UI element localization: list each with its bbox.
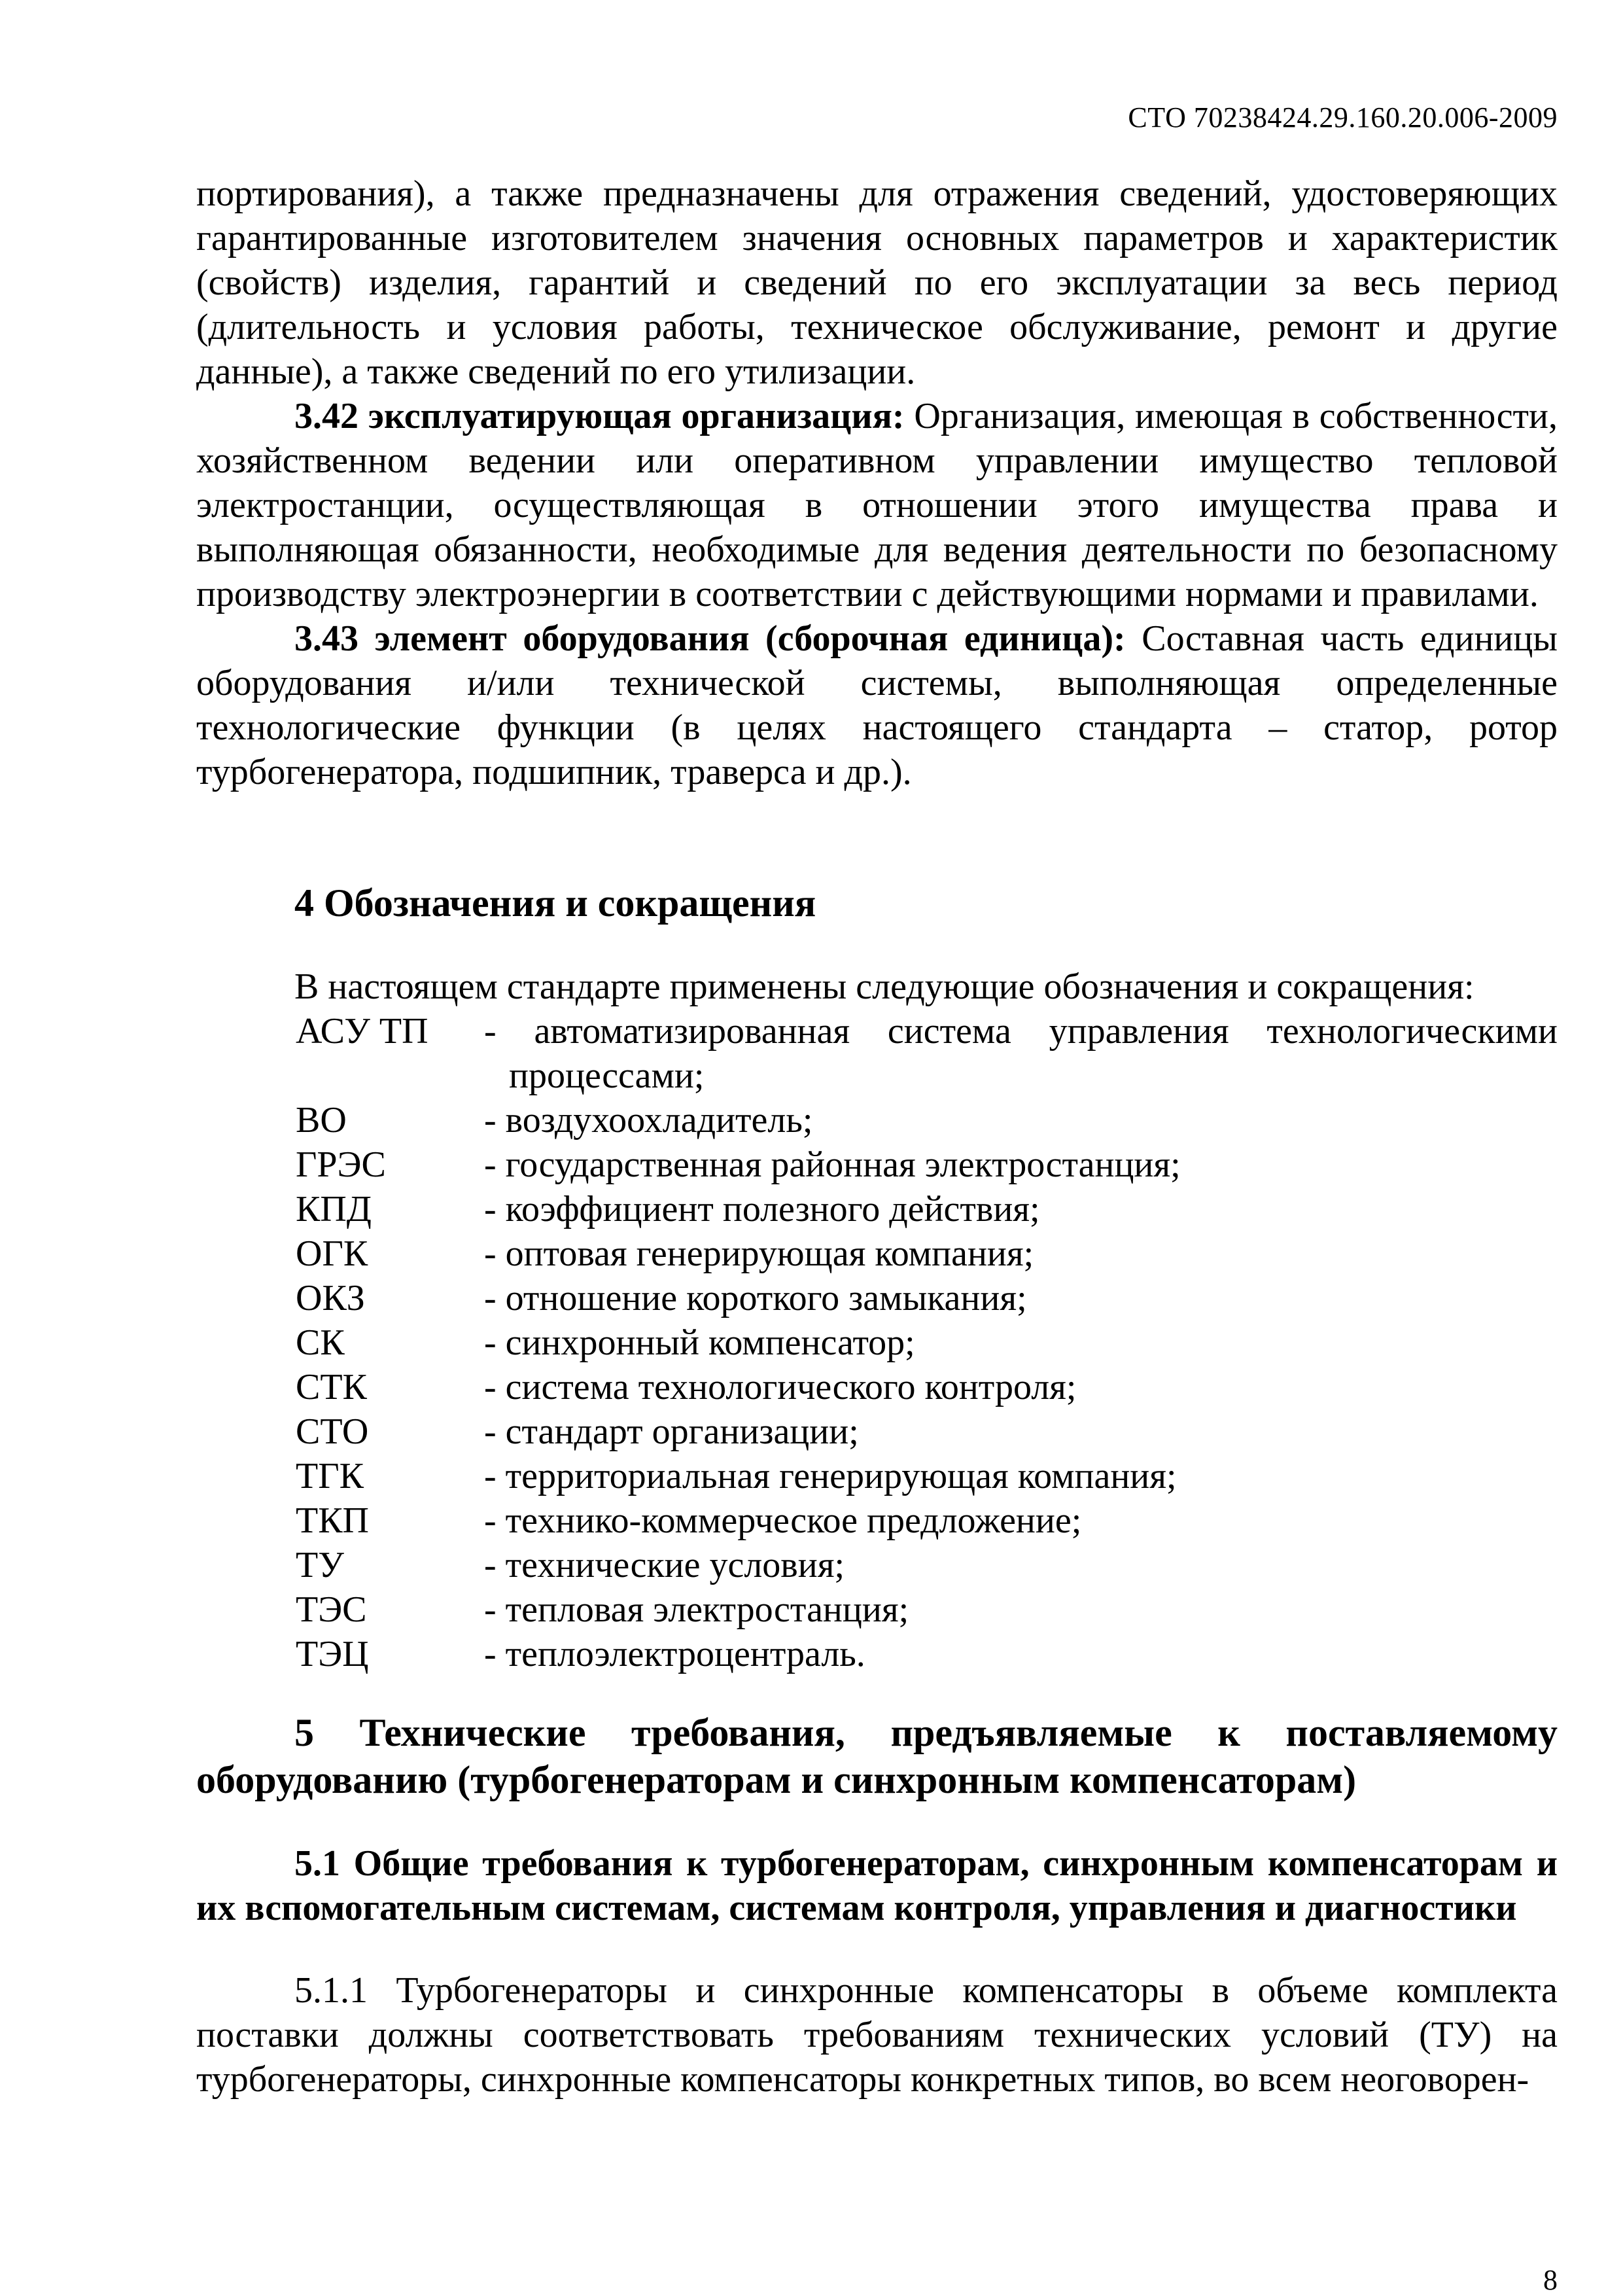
abbreviation-code: СК [296, 1322, 345, 1363]
abbreviation-code: ТЭЦ [296, 1634, 369, 1674]
abbreviation-code: ГРЭС [296, 1144, 386, 1185]
abbreviation-definition: - автоматизированная система управления технологическими процессами; [484, 1011, 1558, 1096]
definition-3-43 [196, 616, 1558, 794]
abbreviation-row [196, 1320, 1558, 1365]
abbreviation-row [196, 1098, 1558, 1142]
definition-text: Составная часть единицы оборудования и/или технической системы, выполняющая определенные технологические функции (в целях настоящего стандарта – статор, ротор турбогенератора, подшипник, траверса и др.). [196, 618, 1558, 792]
abbreviation-row [196, 1365, 1558, 1409]
abbreviation-row [196, 1587, 1558, 1632]
abbreviation-definition: - воздухоохладитель; [484, 1100, 813, 1140]
abbreviation-code: СТК [296, 1367, 367, 1407]
abbreviation-code: ВО [296, 1100, 347, 1140]
section-5-1-heading: 5.1 Общие требования к турбогенераторам, синхронным компенсаторам и их вспомогательным системам, системам контроля, управления и диагностики [196, 1843, 1558, 1928]
abbreviation-definition: - теплоэлектроцентраль. [484, 1634, 865, 1674]
definition-text: Организация, имеющая в собственности, хозяйственном ведении или оперативном управлении имущество тепловой электростанции, осуществляющая в отношении этого имущества права и выполняющая обязанности, необходимые для ведения деятельности по безопасному производству электроэнергии в соответствии с действующими нормами и правилами. [196, 396, 1558, 614]
abbreviation-row [196, 1231, 1558, 1276]
abbreviation-definition: - территориальная генерирующая компания; [484, 1456, 1177, 1496]
document-code-header: СТО 70238424.29.160.20.006-2009 [1128, 101, 1558, 133]
page-number: 8 [1543, 2264, 1558, 2296]
section-4-heading: 4 Обозначения и сокращения [294, 881, 816, 925]
abbreviation-row [196, 1409, 1558, 1454]
section-4-intro: В настоящем стандарте применены следующие обозначения и сокращения: [294, 966, 1475, 1007]
paragraph-5-1-1: 5.1.1 Турбогенераторы и синхронные компенсаторы в объеме комплекта поставки должны соответствовать требованиям технических условий (ТУ) на турбогенераторы, синхронные компенсаторы конкретных типов, во всем неоговорен- [196, 1970, 1558, 2100]
abbreviation-code: ОКЗ [296, 1278, 365, 1318]
abbreviation-definition: - синхронный компенсатор; [484, 1322, 915, 1363]
abbreviation-definition: - отношение короткого замыкания; [484, 1278, 1027, 1318]
abbreviation-code: КПД [296, 1189, 372, 1229]
abbreviation-row [196, 1632, 1558, 1676]
abbreviation-definition: - коэффициент полезного действия; [484, 1189, 1040, 1229]
abbreviation-code: ТКП [296, 1500, 369, 1541]
abbreviation-definition: - стандарт организации; [484, 1411, 859, 1452]
definition-3-42 [196, 394, 1558, 616]
page-content [196, 171, 1558, 2102]
abbreviation-definition: - оптовая генерирующая компания; [484, 1233, 1034, 1274]
abbreviation-definition: - технико-коммерческое предложение; [484, 1500, 1082, 1541]
abbreviation-code: ТЭС [296, 1589, 367, 1630]
definition-term: 3.43 элемент оборудования (сборочная единица): [294, 618, 1126, 659]
abbreviation-list [196, 1009, 1558, 1676]
abbreviation-row [196, 1187, 1558, 1231]
abbreviation-code: ОГК [296, 1233, 368, 1274]
abbreviation-row [196, 1498, 1558, 1543]
continuation-paragraph: портирования), а также предназначены для отражения сведений, удостоверяющих гарантированные изготовителем значения основных параметров и характеристик (свойств) изделия, гарантий и сведений по его эксплуатации за весь период (длительность и условия работы, техническое обслуживание, ремонт и другие данные), а также сведений по его утилизации. [196, 173, 1558, 392]
abbreviation-code: СТО [296, 1411, 369, 1452]
abbreviation-row [196, 1142, 1558, 1187]
section-5-heading: 5 Технические требования, предъявляемые к поставляемому оборудованию (турбогенераторам и синхронным компенсаторам) [196, 1711, 1558, 1801]
definition-term: 3.42 эксплуатирующая организация: [294, 396, 905, 436]
abbreviation-row [196, 1454, 1558, 1498]
abbreviation-code: ТГК [296, 1456, 364, 1496]
abbreviation-code: АСУ ТП [296, 1011, 428, 1051]
abbreviation-row [196, 1276, 1558, 1320]
abbreviation-row [196, 1543, 1558, 1587]
abbreviation-code: ТУ [296, 1545, 344, 1585]
abbreviation-row [196, 1009, 1558, 1098]
abbreviation-definition: - технические условия; [484, 1545, 845, 1585]
abbreviation-definition: - тепловая электростанция; [484, 1589, 909, 1630]
abbreviation-definition: - государственная районная электростанция; [484, 1144, 1181, 1185]
abbreviation-definition: - система технологического контроля; [484, 1367, 1077, 1407]
